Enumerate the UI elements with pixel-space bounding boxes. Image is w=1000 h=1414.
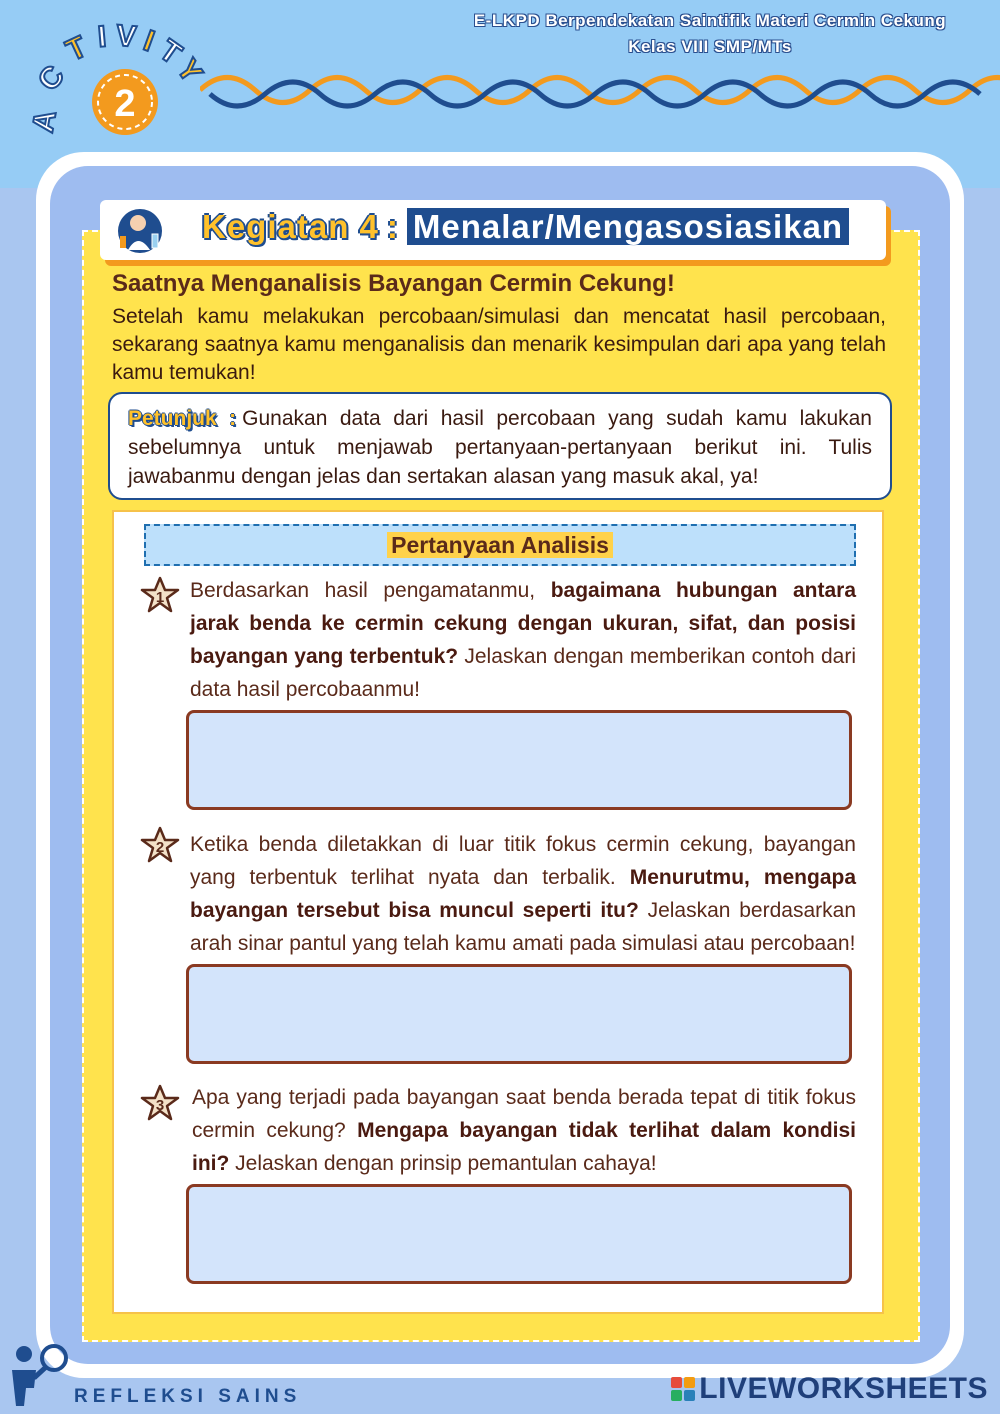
title-activity-number: Kegiatan 4 bbox=[202, 208, 379, 245]
scientist-icon bbox=[110, 206, 170, 256]
question-number: 1 bbox=[155, 589, 165, 606]
question-number: 3 bbox=[155, 1097, 165, 1114]
badge-letter-y: Y bbox=[169, 53, 209, 89]
hint-text: Gunakan data dari hasil percobaan yang sudah kamu lakukan sebelumnya untuk menjawab pertanyaan-pertanyaan berikut ini. Tulis jawabanmu dengan jelas dan sertakan alasan yang masuk akal, ya! bbox=[128, 407, 872, 488]
answer-box-1[interactable] bbox=[186, 710, 852, 810]
number-star-icon bbox=[140, 826, 180, 864]
answer-box-2[interactable] bbox=[186, 964, 852, 1064]
badge-letter-v: V bbox=[114, 19, 138, 54]
header-line2: Kelas VIII SMP/MTs bbox=[628, 37, 792, 56]
footer-brand: REFLEKSI SAINS bbox=[74, 1386, 302, 1407]
hint-label: Petunjuk : bbox=[128, 407, 237, 430]
number-star-icon bbox=[140, 576, 180, 614]
questions-header-label: Pertanyaan Analisis bbox=[387, 532, 613, 558]
activity-badge bbox=[20, 10, 220, 140]
badge-letter-c: C bbox=[31, 59, 71, 98]
question-panel bbox=[112, 510, 884, 1314]
question-number: 2 bbox=[155, 839, 165, 856]
badge-letter-t: T bbox=[61, 30, 92, 68]
activity-title-bar bbox=[100, 200, 886, 260]
activity-title bbox=[202, 208, 849, 246]
title-colon: : bbox=[386, 208, 399, 245]
hint-box bbox=[108, 392, 892, 500]
refleksi-sains-logo bbox=[4, 1340, 74, 1410]
questions-header bbox=[144, 524, 856, 566]
badge-letter-a: A bbox=[26, 107, 63, 135]
answer-box-3[interactable] bbox=[186, 1184, 852, 1284]
decorative-wave bbox=[200, 60, 1000, 120]
badge-letter-t2: T bbox=[153, 33, 188, 72]
intro-heading: Saatnya Menganalisis Bayangan Cermin Cekung! bbox=[112, 270, 675, 297]
intro-body: Setelah kamu melakukan percobaan/simulasi dan mencatat hasil percobaan, sekarang saatnya kamu menganalisis dan menarik kesimpulan dari apa yang telah kamu temukan! bbox=[112, 305, 886, 384]
title-activity-name: Menalar/Mengasosiasikan bbox=[407, 208, 849, 245]
liveworksheets-logo[interactable] bbox=[671, 1372, 988, 1406]
liveworksheets-label: LIVEWORKSHEETS bbox=[699, 1372, 988, 1405]
liveworksheets-icon bbox=[671, 1377, 695, 1401]
header-line1: E-LKPD Berpendekatan Saintifik Materi Cermin Cekung bbox=[473, 11, 947, 30]
number-star-icon bbox=[140, 1084, 180, 1122]
question-3: Apa yang terjadi pada bayangan saat benda berada tepat di titik fokus cermin cekung? Mengapa bayangan tidak terlihat dalam kondisi ini? Jelaskan dengan prinsip pemantulan cahaya! bbox=[192, 1086, 856, 1175]
badge-letter-i: I bbox=[96, 20, 108, 54]
question-1: Berdasarkan hasil pengamatanmu, bagaimana hubungan antara jarak benda ke cermin cekung dengan ukuran, sifat, dan posisi bayangan yang terbentuk? Jelaskan dengan memberikan contoh dari data hasil percobaanmu! bbox=[190, 579, 856, 701]
question-2: Ketika benda diletakkan di luar titik fokus cermin cekung, bayangan yang terbentuk terlihat nyata dan terbalik. Menurutmu, mengapa bayangan tersebut bisa muncul seperti itu? Jelaskan berdasarkan arah sinar pantul yang telah kamu amati pada simulasi atau percobaan! bbox=[190, 833, 857, 955]
badge-number: 2 bbox=[114, 83, 136, 125]
badge-letter-i2: I bbox=[139, 24, 159, 59]
document-header bbox=[440, 8, 980, 60]
